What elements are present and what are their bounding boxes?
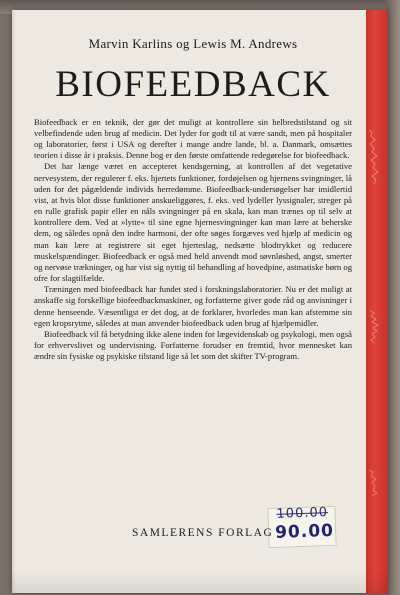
background-surface-right (386, 0, 400, 595)
cover-bottom-shade (12, 569, 388, 593)
cover-edge (12, 10, 16, 593)
publisher-name: SAMLERENS FORLAG (132, 527, 274, 539)
price-sticker (267, 506, 336, 548)
blurb-paragraph-1: Biofeedback er en teknik, der gør det muligt at kontrollere sin helbredstilstand og sit velbefindende uden brug af medicin. Det lyder for godt til at være sandt, men på hospitaler og laboratorier, først i USA og derefter i mange andre lande, bl. a. Danmark, omsættes teorien i disse år i praksis. Denne bog er den første omfattende redegørelse for biofeedback. (34, 116, 352, 161)
author-line: Marvin Karlins og Lewis M. Andrews (88, 36, 298, 51)
old-price: 100.00 (276, 505, 329, 522)
blurb-paragraph-3: Træningen med biofeedback har fundet sted i forskningslaboratorier. Nu er det muligt at anskaffe sig forskellige biofeedbackmaskiner, og forfatterne giver gode råd og anvisninger i denne henseende. Væsentligst er det dog, at de forklarer, hvorledes man kan afstemme sin egen kropsrytme, således at man anvender biofeedback uden brug af hjælpemidler. (34, 284, 352, 328)
book-back-cover (12, 10, 388, 593)
book-spine (366, 10, 388, 593)
blurb-paragraph-2: Det har længe været en accepteret kendsgerning, at kontrollen af det vegetative nervesystem, der regulerer f. eks. hjertets funktioner, fordøjelsen og hjernens svingninger, lå uden for det pågældende individs herredømme. Biofeedback-undersøgelser har imidlertid vist, at hvis blot disse funktioner anskueliggøres, f. eks. ved lydeller lyssignaler, streger på en rulle grafisk papir eller en nåls svingninger på en skala, kan man trænes op til selv at kontrollere dem. Ved at »lytte« til sine egne hjernesvingninger kan man lære at beherske dem, og således opnå den indre harmoni, der ofte søges forgæves ved hjælp af medicin og man kan lære at registrere sit eget hjerteslag, nedsætte blodtrykket og reducere muskelspændinger. Biofeedback er også med held anvendt mod søvnløshed, angst, smerter og nervøse trækninger, og har vist sig nyttig til behandling af hovedpine, astmatiske børn og ofre for slagtilfælde. (34, 161, 352, 284)
book-title: BIOFEEDBACK (55, 64, 331, 105)
cover-text-block (34, 36, 352, 362)
spine-wave-pattern-icon (366, 10, 388, 593)
blurb-paragraph-4: Biofeedback vil få betydning ikke alene inden for lægevidenskab og psykologi, men også for erhvervslivet og undervisning. Forfatterne forudser en fremtid, hvor mennesket kan ændre sin fysiske og psykiske tilstand lige så let som det skifter TV-program. (34, 328, 352, 362)
new-price: 90.00 (274, 520, 335, 543)
